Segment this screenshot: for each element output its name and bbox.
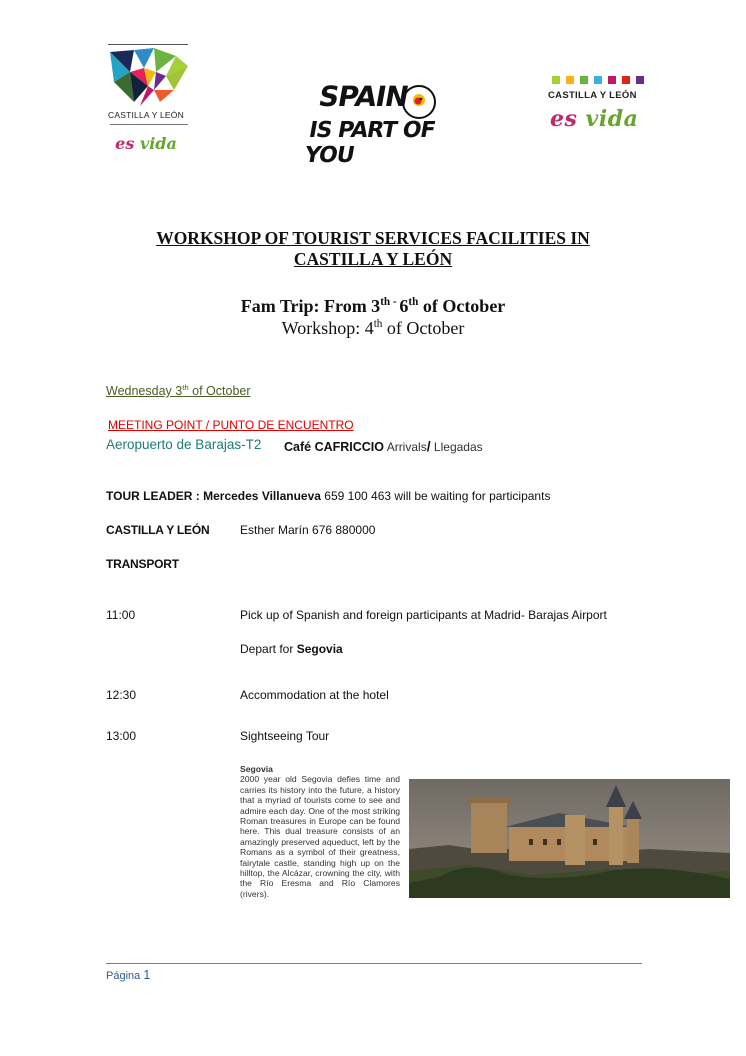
schedule-time: 11:00 bbox=[106, 608, 136, 622]
fam-prefix: Fam Trip: From 3 bbox=[240, 296, 381, 316]
day-suffix: of October bbox=[188, 384, 251, 398]
page-footer bbox=[106, 968, 150, 982]
workshop-date bbox=[60, 318, 686, 339]
title-line2: CASTILLA Y LEÓN bbox=[293, 249, 453, 269]
depart-city: Segovia bbox=[296, 642, 343, 656]
day-sup: th bbox=[182, 382, 189, 392]
tagline-vida: vida bbox=[585, 106, 639, 132]
castilla-leon-logo-right bbox=[548, 76, 644, 136]
schedule-text: Sightseeing Tour bbox=[240, 729, 330, 743]
ws-suffix: of October bbox=[382, 318, 465, 338]
logo-right-name: CASTILLA Y LEÓN bbox=[548, 90, 637, 101]
arrivals-label: Arrivals bbox=[384, 440, 427, 454]
footer-label: Página bbox=[106, 970, 144, 982]
fam-suffix: of October bbox=[418, 296, 506, 316]
castilla-leon-emblem-icon bbox=[104, 46, 188, 110]
castilla-leon-logo bbox=[104, 44, 188, 160]
schedule-text: Accommodation at the hotel bbox=[240, 688, 389, 702]
document-title bbox=[60, 228, 686, 270]
schedule-time: 12:30 bbox=[106, 688, 137, 702]
spain-logo bbox=[302, 80, 441, 168]
tour-leader-line bbox=[106, 489, 550, 503]
logo-left-name: CASTILLA Y LEÓN bbox=[108, 110, 184, 120]
tagline-vida: vida bbox=[139, 134, 177, 153]
alcazar-photo bbox=[409, 779, 730, 898]
spain-logo-line1: SPAIN bbox=[316, 80, 411, 113]
transport-label: TRANSPORT bbox=[106, 557, 179, 571]
footer-rule bbox=[106, 963, 642, 964]
tour-leader-details: 659 100 463 will be waiting for participants bbox=[320, 489, 551, 503]
color-squares-icon bbox=[552, 76, 648, 86]
logo-rule bbox=[108, 44, 188, 45]
meeting-point-label: MEETING POINT / PUNTO DE ENCUENTRO bbox=[108, 418, 354, 432]
depart-prefix: Depart for bbox=[240, 642, 297, 656]
airport-name: Aeropuerto de Barajas-T2 bbox=[106, 437, 262, 452]
title-line1: WORKSHOP OF TOURIST SERVICES FACILITIES IN bbox=[156, 228, 590, 248]
logo-left-tagline bbox=[104, 134, 188, 153]
ws-prefix: Workshop: 4 bbox=[281, 318, 374, 338]
logo-left-rule bbox=[110, 124, 188, 125]
miro-sun-icon bbox=[401, 84, 437, 120]
segovia-description bbox=[240, 764, 400, 899]
schedule-depart bbox=[240, 642, 343, 656]
day-heading bbox=[106, 384, 251, 398]
logo-right-tagline bbox=[550, 106, 638, 132]
schedule-time: 13:00 bbox=[106, 729, 137, 743]
segovia-body: 2000 year old Segovia defies time and carries its history into the future, a history that a myriad of tourists come to see and admire each day. One of the most striking Roman treasures in Europe can be found here. This dual treasure consists of an amazingly preserved aqueduct, left by the Romans as a symbol of their greatness, fairytale castle, standing high up on the hilltop, the Alcázar, crowning the city, with the Río Eresma and Río Clamores (rivers). bbox=[240, 774, 400, 899]
tagline-es: es bbox=[550, 106, 586, 132]
ws-sup: th bbox=[373, 318, 383, 330]
schedule-text: Pick up of Spanish and foreign participants at Madrid- Barajas Airport bbox=[240, 608, 607, 622]
segovia-heading: Segovia bbox=[240, 764, 273, 774]
spain-logo-line2: IS PART OF YOU bbox=[302, 118, 437, 168]
fam-sup1: th - bbox=[380, 296, 400, 308]
fam-trip-dates bbox=[60, 296, 686, 317]
cafe-name: Café CAFRICCIO bbox=[284, 440, 385, 454]
page-number: 1 bbox=[143, 968, 151, 982]
day-prefix: Wednesday 3 bbox=[106, 384, 183, 398]
castilla-label: CASTILLA Y LEÓN bbox=[106, 523, 210, 537]
castilla-contact: Esther Marín 676 880000 bbox=[240, 523, 376, 537]
tagline-es: es bbox=[115, 134, 140, 153]
fam-sup2: th bbox=[408, 296, 419, 308]
fam-mid: 6 bbox=[399, 296, 409, 316]
llegadas-label: Llegadas bbox=[430, 440, 483, 454]
tour-leader-label: TOUR LEADER : Mercedes Villanueva bbox=[106, 489, 321, 503]
meeting-cafe bbox=[284, 438, 483, 454]
arrivals-slash: / bbox=[426, 438, 431, 454]
alcazar-image bbox=[409, 779, 730, 898]
